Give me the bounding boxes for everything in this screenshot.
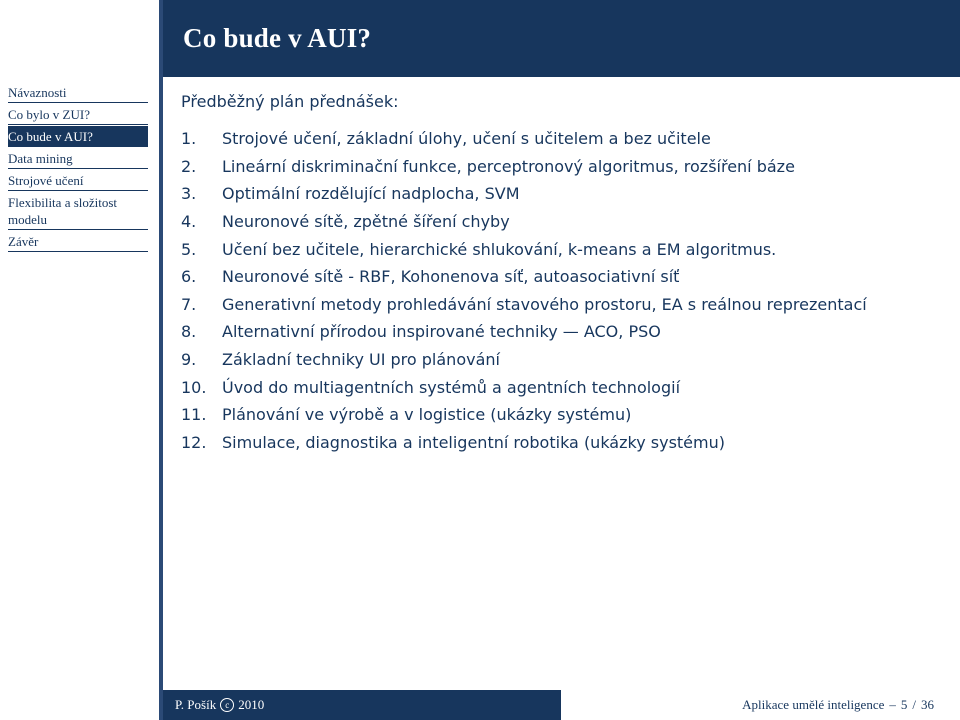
list-item-text: Plánování ve výrobě a v logistice (ukázky systému) <box>222 405 632 425</box>
list-item <box>181 346 941 374</box>
sidebar-nav <box>8 82 148 253</box>
list-item-text: Úvod do multiagentních systémů a agentních technologií <box>222 377 681 397</box>
list-item-text: Základní techniky UI pro plánování <box>222 350 500 370</box>
sidebar-item-navaznosti[interactable]: Návaznosti <box>8 82 148 103</box>
list-item-text: Neuronové sítě - RBF, Kohonenova síť, autoasociativní síť <box>222 267 680 287</box>
lecture-plan-list <box>181 125 941 456</box>
list-item-text: Lineární diskriminační funkce, perceptronový algoritmus, rozšíření báze <box>222 156 795 176</box>
sidebar-top <box>0 0 159 77</box>
list-item <box>181 235 941 263</box>
list-item-number: 4. <box>181 212 197 232</box>
slide-title: Co bude v AUI? <box>183 23 372 53</box>
sidebar-item-flexibilita[interactable]: Flexibilita a složitost modelu <box>8 192 148 230</box>
sidebar-item-strojove-uceni[interactable]: Strojové učení <box>8 170 148 191</box>
list-item <box>181 401 941 429</box>
list-item-number: 8. <box>181 322 197 342</box>
footer-dash: – <box>889 697 896 712</box>
list-item-number: 9. <box>181 350 197 370</box>
footer-author-block <box>163 690 561 720</box>
sidebar-item-co-bylo-v-zui[interactable]: Co bylo v ZUI? <box>8 104 148 125</box>
list-item <box>181 291 941 319</box>
footer-course: Aplikace umělé inteligence <box>742 697 885 712</box>
footer-page-total: 36 <box>921 697 934 712</box>
intro-text: Předběžný plán přednášek: <box>181 92 399 111</box>
list-item <box>181 153 941 181</box>
list-item <box>181 125 941 153</box>
list-item-number: 12. <box>181 432 207 452</box>
slide-content <box>181 89 941 456</box>
list-item-text: Neuronové sítě, zpětné šíření chyby <box>222 212 510 232</box>
footer-course-block <box>561 690 960 720</box>
sidebar-item-data-mining[interactable]: Data mining <box>8 148 148 169</box>
list-item-number: 10. <box>181 377 207 397</box>
list-item-number: 11. <box>181 405 207 425</box>
list-item-number: 7. <box>181 294 197 314</box>
list-item-text: Simulace, diagnostika a inteligentní robotika (ukázky systému) <box>222 432 725 452</box>
list-item-text: Strojové učení, základní úlohy, učení s učitelem a bez učitele <box>222 129 711 149</box>
list-item-number: 1. <box>181 129 197 149</box>
list-item-number: 5. <box>181 239 197 259</box>
list-item-text: Generativní metody prohledávání stavového prostoru, EA s reálnou reprezentací <box>222 294 867 314</box>
sidebar-item-zaver[interactable]: Závěr <box>8 231 148 252</box>
list-item <box>181 208 941 236</box>
list-item-number: 6. <box>181 267 197 287</box>
list-item <box>181 429 941 457</box>
list-item-number: 3. <box>181 184 197 204</box>
slide-header <box>163 0 960 77</box>
copyright-icon: c <box>220 698 234 712</box>
list-item-number: 2. <box>181 156 197 176</box>
sidebar <box>0 0 163 720</box>
footer-page-current: 5 <box>900 697 908 712</box>
list-item <box>181 263 941 291</box>
footer-year: 2010 <box>238 697 265 712</box>
list-item-text: Optimální rozdělující nadplocha, SVM <box>222 184 520 204</box>
footer-author: P. Pošík <box>175 697 217 712</box>
list-item <box>181 318 941 346</box>
list-item <box>181 180 941 208</box>
list-item-text: Učení bez učitele, hierarchické shlukování, k-means a EM algoritmus. <box>222 239 777 259</box>
footer-page-separator: / <box>912 697 916 712</box>
slide-footer <box>163 690 960 720</box>
list-item <box>181 373 941 401</box>
list-item-text: Alternativní přírodou inspirované techniky — ACO, PSO <box>222 322 661 342</box>
sidebar-item-co-bude-v-aui[interactable]: Co bude v AUI? <box>8 126 148 147</box>
